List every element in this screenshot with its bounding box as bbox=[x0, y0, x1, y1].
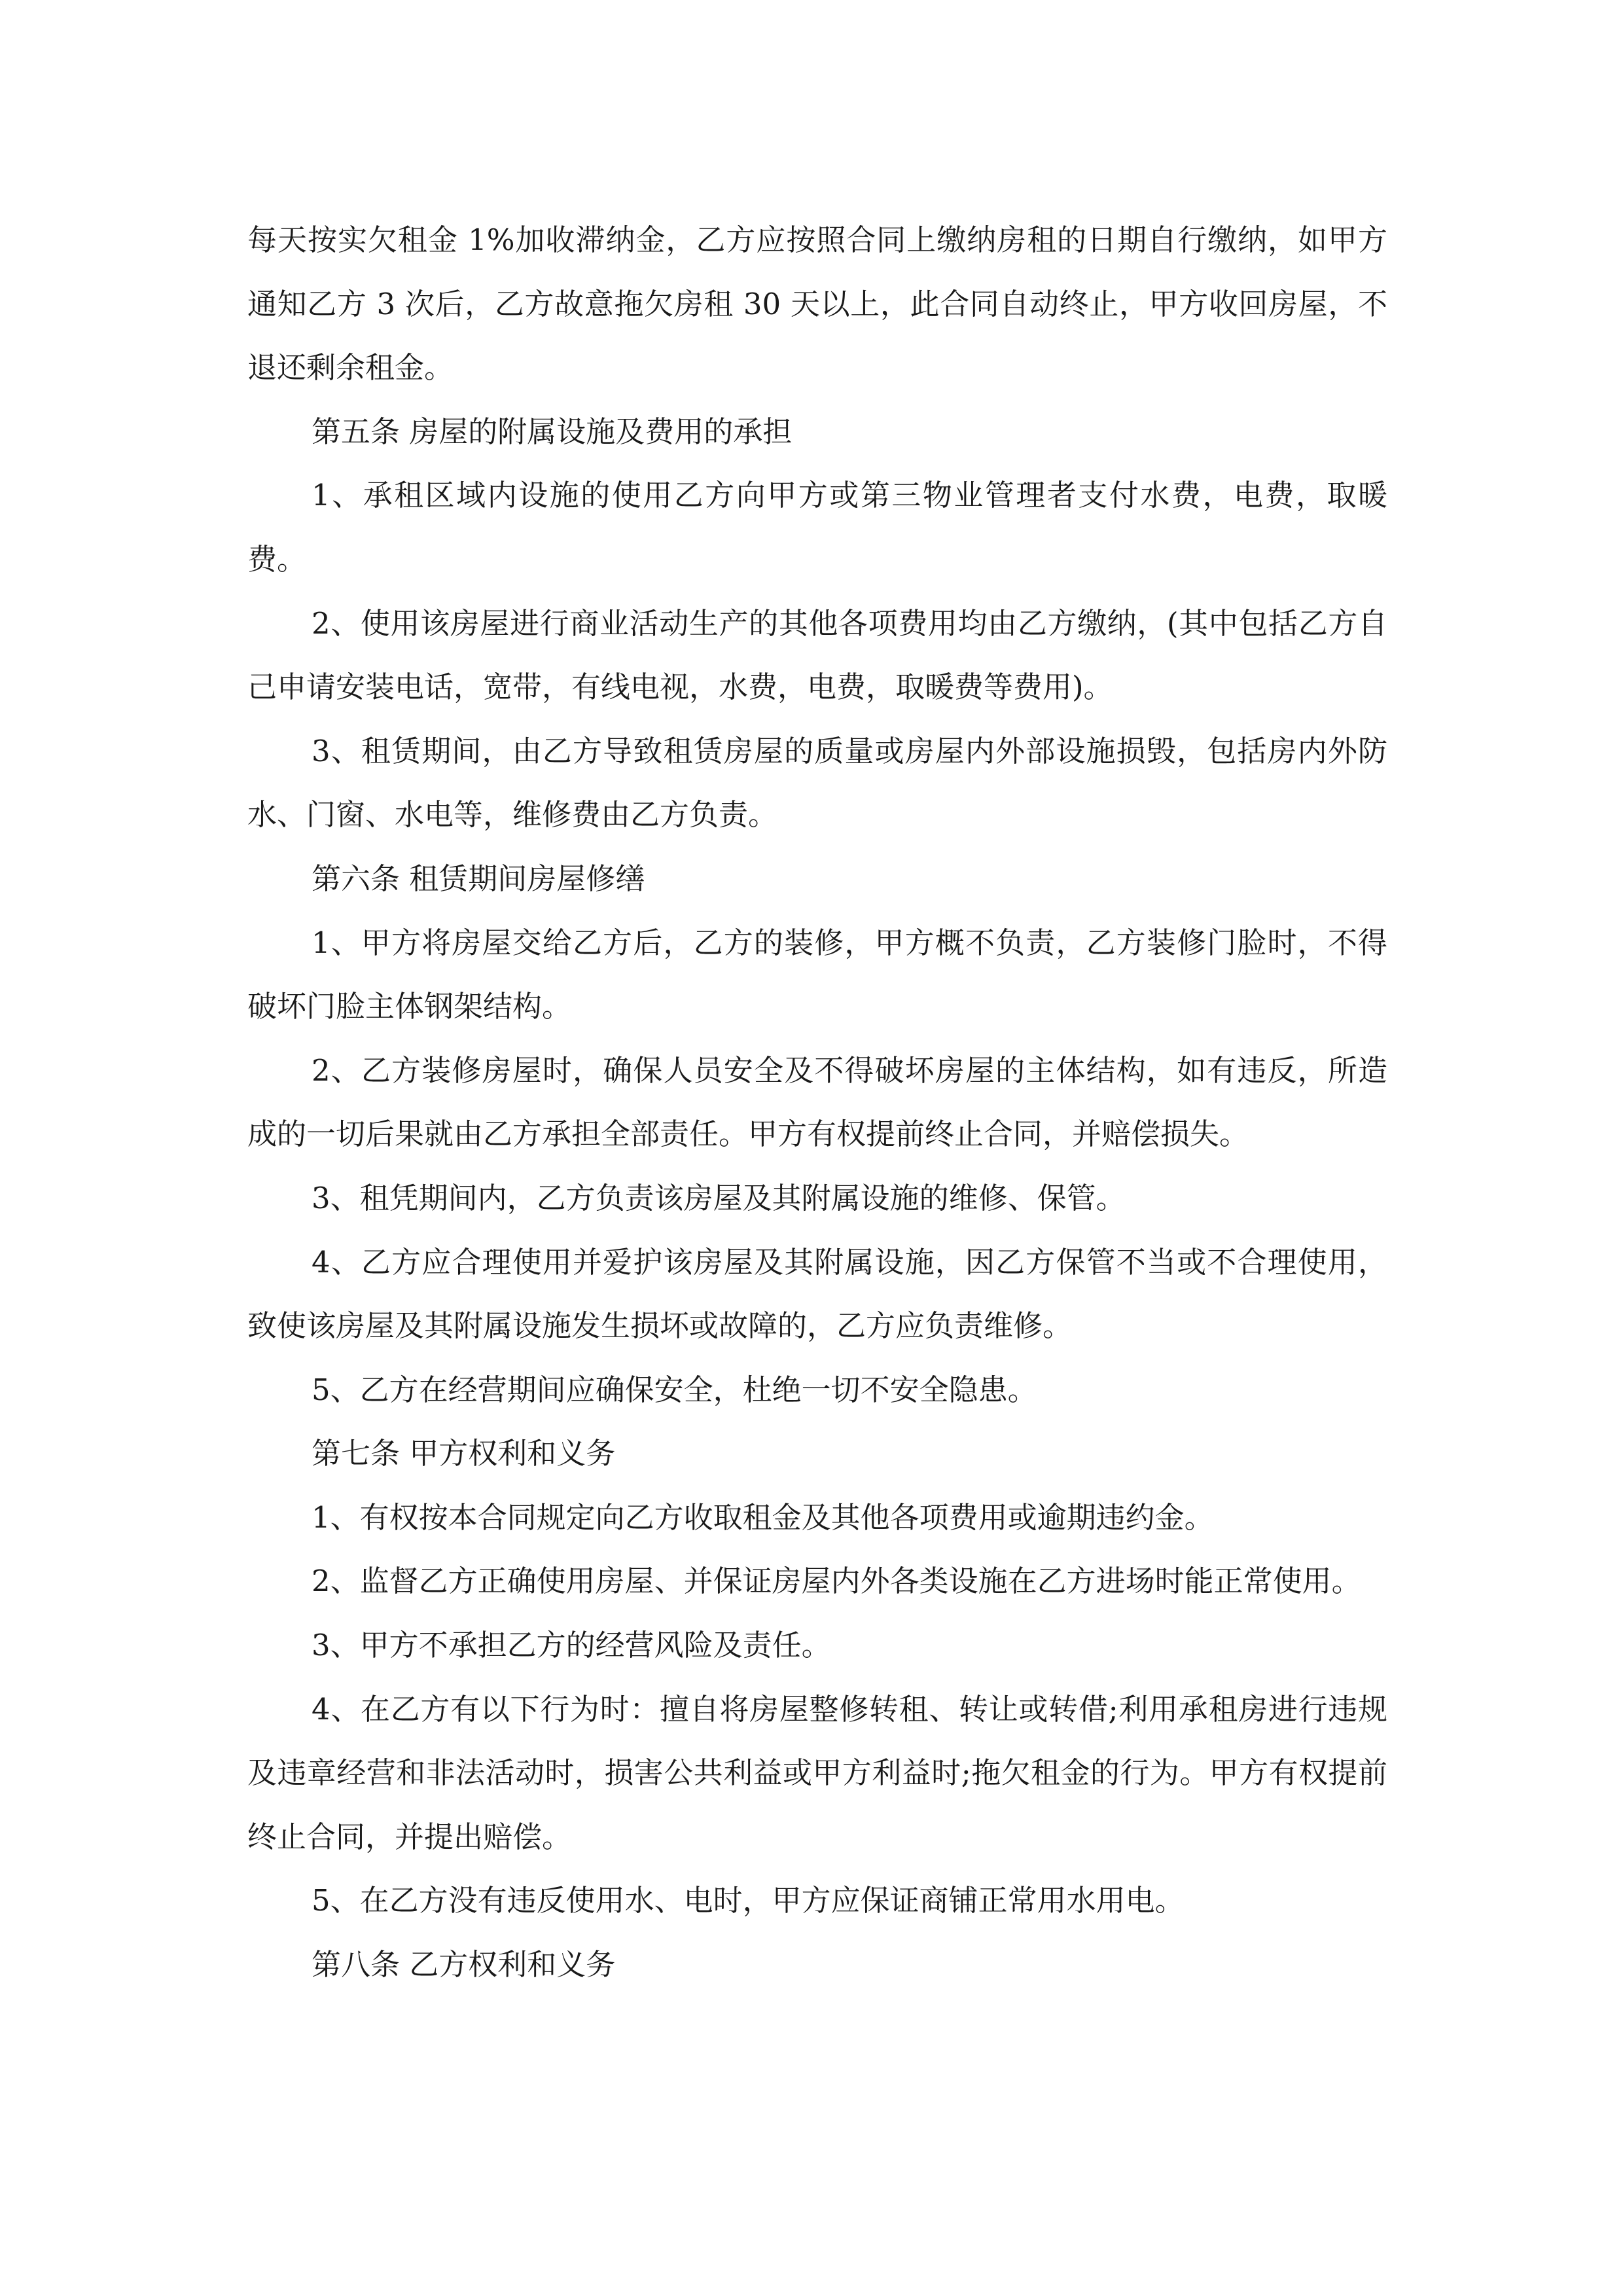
paragraph: 1、有权按本合同规定向乙方收取租金及其他各项费用或逾期违约金。 bbox=[312, 1499, 1214, 1535]
document-body bbox=[247, 208, 1387, 1997]
paragraph: 3、租赁期间，由乙方导致租赁房屋的质量或房屋内外部设施损毁，包括房内外防水、门窗、水电等，维修费由乙方负责。 bbox=[247, 733, 1387, 833]
section-heading-article-5: 第五条 房屋的附属设施及费用的承担 bbox=[312, 414, 793, 449]
paragraph: 2、乙方装修房屋时，确保人员安全及不得破坏房屋的主体结构，如有违反，所造成的一切后果就由乙方承担全部责任。甲方有权提前终止合同，并赔偿损失。 bbox=[247, 1052, 1387, 1152]
section-heading-article-7: 第七条 甲方权利和义务 bbox=[312, 1436, 616, 1471]
paragraph: 2、使用该房屋进行商业活动生产的其他各项费用均由乙方缴纳，(其中包括乙方自己申请安装电话，宽带，有线电视，水费，电费，取暖费等费用)。 bbox=[247, 605, 1387, 705]
paragraph: 4、在乙方有以下行为时：擅自将房屋整修转租、转让或转借;利用承租房进行违规及违章经营和非法活动时，损害公共利益或甲方利益时;拖欠租金的行为。甲方有权提前终止合同，并提出赔偿。 bbox=[247, 1691, 1387, 1854]
paragraph: 3、甲方不承担乙方的经营风险及责任。 bbox=[312, 1628, 831, 1663]
section-heading-article-8: 第八条 乙方权利和义务 bbox=[312, 1947, 616, 1982]
paragraph: 5、乙方在经营期间应确保安全，杜绝一切不安全隐患。 bbox=[312, 1372, 1037, 1407]
paragraph-continuation: 每天按实欠租金 1%加收滞纳金，乙方应按照合同上缴纳房租的日期自行缴纳，如甲方通知乙方 3 次后，乙方故意拖欠房租 30 天以上，此合同自动终止，甲方收回房屋，不退还剩余租金。 bbox=[247, 223, 1387, 386]
paragraph: 2、监督乙方正确使用房屋、并保证房屋内外各类设施在乙方进场时能正常使用。 bbox=[312, 1564, 1361, 1599]
paragraph: 3、租凭期间内，乙方负责该房屋及其附属设施的维修、保管。 bbox=[312, 1180, 1126, 1215]
paragraph: 1、甲方将房屋交给乙方后，乙方的装修，甲方概不负责，乙方装修门脸时，不得破坏门脸主体钢架结构。 bbox=[247, 925, 1387, 1024]
paragraph: 4、乙方应合理使用并爱护该房屋及其附属设施，因乙方保管不当或不合理使用，致使该房屋及其附属设施发生损坏或故障的，乙方应负责维修。 bbox=[247, 1244, 1387, 1344]
section-heading-article-6: 第六条 租赁期间房屋修缮 bbox=[312, 861, 645, 896]
paragraph: 5、在乙方没有违反使用水、电时，甲方应保证商铺正常用水用电。 bbox=[312, 1883, 1185, 1918]
paragraph: 1、承租区域内设施的使用乙方向甲方或第三物业管理者支付水费，电费，取暖费。 bbox=[247, 478, 1387, 577]
